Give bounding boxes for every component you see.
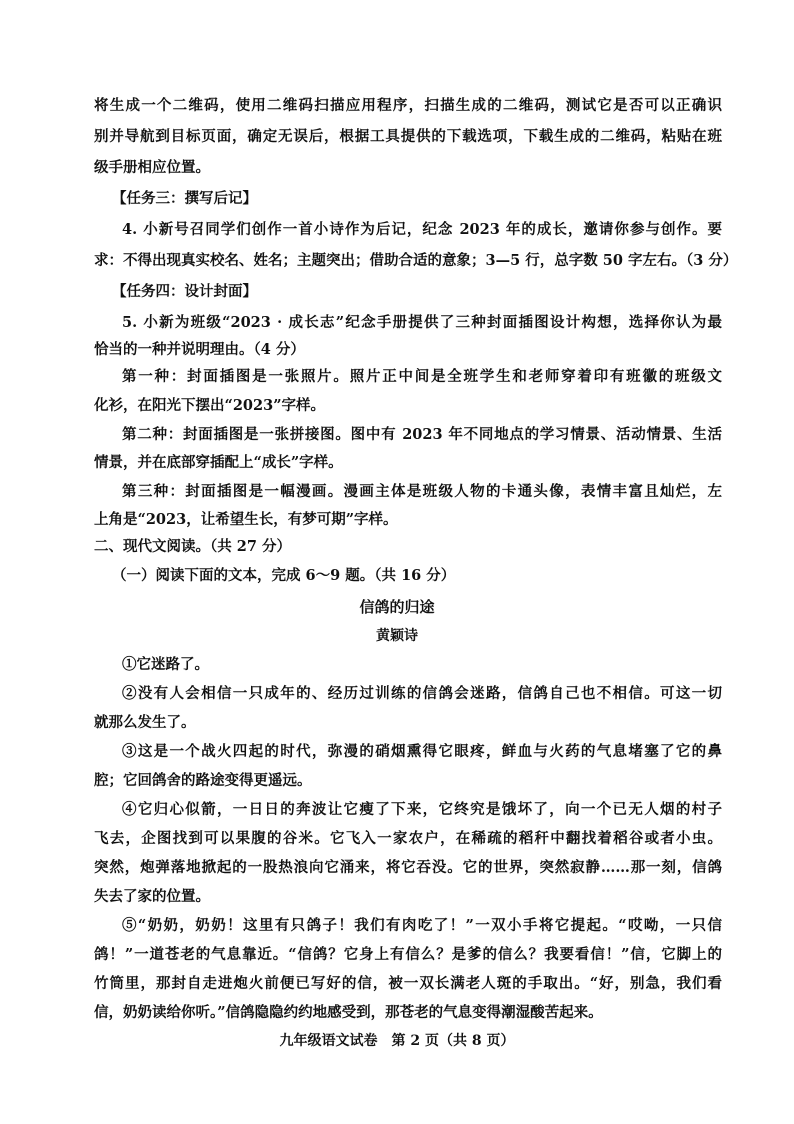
- article-paragraph-line: 突然，炮弹落地掀起的一股热浪向它涌来，将它吞没。它的世界，突然寂静……那一刻，信鸽: [94, 859, 722, 876]
- article-paragraph-line: ③这是一个战火四起的时代，弥漫的硝烟熏得它眼疼，鲜血与火药的气息堵塞了它的鼻: [122, 743, 722, 760]
- section-heading: 二、现代文阅读。（共 27 分）: [94, 538, 292, 555]
- task-heading: 【任务三：撰写后记】: [112, 190, 257, 207]
- article-paragraph-line: 腔；它回鸽舍的路途变得更遥远。: [94, 772, 312, 789]
- paragraph-line: 别并导航到目标页面，确定无误后，根据工具提供的下载选项，下载生成的二维码，粘贴在班: [94, 128, 722, 145]
- option-2-line: 情景，并在底部穿插配上“成长”字样。: [94, 454, 343, 471]
- article-author: 黄颖诗: [376, 628, 418, 644]
- article-paragraph-line: 飞去，企图找到可以果腹的谷米。它飞入一家农户，在稀疏的稻秆中翻找着稻谷或者小虫。: [94, 830, 722, 847]
- article-paragraph-line: ①它迷路了。: [122, 656, 209, 673]
- article-paragraph-line: 就那么发生了。: [94, 714, 196, 731]
- article-paragraph-line: ⑤“奶奶，奶奶！这里有只鸽子！我们有肉吃了！”一双小手将它提起。“哎呦，一只信: [122, 917, 722, 934]
- option-1-line: 第一种：封面插图是一张照片。照片正中间是全班学生和老师穿着印有班徽的班级文: [122, 368, 722, 385]
- option-3-line: 上角是“2023，让希望生长，有梦可期”字样。: [94, 511, 398, 528]
- paragraph-line: 将生成一个二维码，使用二维码扫描应用程序，扫描生成的二维码，测试它是否可以正确识: [94, 97, 722, 114]
- option-2-line: 第二种：封面插图是一张拼接图。图中有 2023 年不同地点的学习情景、活动情景、生活: [122, 426, 722, 443]
- article-paragraph-line: 信，奶奶读给你听。”信鸽隐隐约约地感受到，那苍老的气息变得潮湿酸苦起来。: [94, 1004, 603, 1021]
- option-3-line: 第三种：封面插图是一幅漫画。漫画主体是班级人物的卡通头像，表情丰富且灿烂，左: [122, 483, 722, 500]
- article-paragraph-line: 鸽！”一道苍老的气息靠近。“信鸽？它身上有信么？是爹的信么？我要看信！”信，它脚上的: [94, 946, 722, 963]
- article-title: 信鸽的归途: [359, 598, 435, 616]
- article-paragraph-line: 竹筒里，那封自走进炮火前便已写好的信，被一双长满老人斑的手取出。“好，别急，我们看: [94, 975, 722, 992]
- question-5-line: 恰当的一种并说明理由。（4 分）: [94, 341, 305, 358]
- task-heading: 【任务四：设计封面】: [112, 283, 257, 300]
- question-4-line: 求：不得出现真实校名、姓名；主题突出；借助合适的意象；3—5 行，总字数 50 字左右。（3 分）: [94, 252, 738, 269]
- paragraph-line: 级手册相应位置。: [94, 159, 210, 176]
- page-footer: 九年级语文试卷 第 2 页（共 8 页）: [279, 1033, 515, 1049]
- option-1-line: 化衫，在阳光下摆出“2023”字样。: [94, 397, 326, 414]
- article-paragraph-line: 失去了家的位置。: [94, 888, 210, 905]
- article-paragraph-line: ②没有人会相信一只成年的、经历过训练的信鸽会迷路，信鸽自己也不相信。可这一切: [122, 685, 722, 702]
- question-5-line: 5. 小新为班级“2023 · 成长志”纪念手册提供了三种封面插图设计构想，选择你认为最: [122, 314, 722, 331]
- article-paragraph-line: ④它归心似箭，一日日的奔波让它瘦了下来，它终究是饿坏了，向一个已无人烟的村子: [122, 801, 722, 818]
- question-4-line: 4. 小新号召同学们创作一首小诗作为后记，纪念 2023 年的成长，邀请你参与创作。要: [122, 221, 722, 238]
- subsection-heading: （一）阅读下面的文本，完成 6～9 题。（共 16 分）: [112, 567, 456, 584]
